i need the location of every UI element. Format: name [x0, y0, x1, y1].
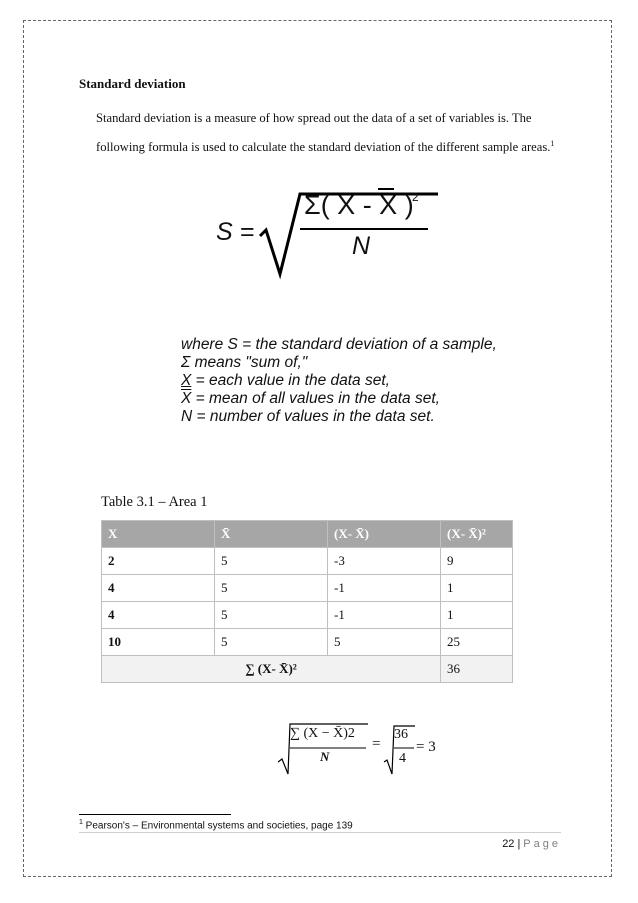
- cell: -1: [328, 575, 441, 602]
- formula-denominator: N: [352, 232, 371, 260]
- data-table: [101, 520, 513, 683]
- footnote-ref: 1: [550, 139, 555, 148]
- calculation-formula: [278, 722, 468, 782]
- cell: 1: [441, 602, 513, 629]
- page-label: Page: [523, 838, 561, 850]
- cell: 2: [102, 548, 215, 575]
- cell: 9: [441, 548, 513, 575]
- calc-result: = 3: [416, 739, 436, 755]
- legend-var-xbar: $\overline{X}$: [181, 390, 192, 407]
- calc-num-value: 36: [394, 727, 408, 742]
- sum-label: ∑ (X- X̄)²: [102, 656, 441, 683]
- cell: 5: [215, 629, 328, 656]
- footnote: [79, 819, 353, 831]
- table-row: [102, 548, 513, 575]
- sum-value: 36: [441, 656, 513, 683]
- legend-var-x: X: [181, 372, 192, 389]
- calc-numerator: ∑ (X − X̄)2: [290, 726, 355, 741]
- formula-lhs: S =: [216, 218, 255, 246]
- cell: 1: [441, 575, 513, 602]
- formula-legend: [181, 336, 497, 426]
- table-row: [102, 629, 513, 656]
- legend-line-3: [181, 372, 497, 390]
- cell: 5: [328, 629, 441, 656]
- cell: 5: [215, 575, 328, 602]
- footnote-text: Pearson's – Environmental systems and societies, page 139: [82, 820, 353, 832]
- calc-equals: =: [372, 736, 381, 752]
- section-heading: Standard deviation: [79, 76, 186, 91]
- cell: 5: [215, 602, 328, 629]
- body-paragraph: [96, 106, 566, 160]
- legend-line-1: where S = the standard deviation of a sample,: [181, 336, 497, 353]
- legend-line-3-text: = each value in the data set,: [191, 372, 390, 389]
- header-deviation: (X- X̄): [328, 521, 441, 548]
- cell: 10: [102, 629, 215, 656]
- formula-numerator: Σ( X - X ): [304, 190, 414, 220]
- legend-line-5: N = number of values in the data set.: [181, 408, 435, 425]
- cell: -3: [328, 548, 441, 575]
- table-row: [102, 602, 513, 629]
- header-squared-deviation: (X- X̄)²: [441, 521, 513, 548]
- cell: -1: [328, 602, 441, 629]
- footnote-divider: [79, 814, 231, 815]
- footer-separator: |: [517, 838, 521, 850]
- paragraph-text: Standard deviation is a measure of how spread out the data of a set of variables is. The following formula is used to calculate the standard deviation of the different sample areas.: [96, 111, 551, 155]
- cell: 4: [102, 575, 215, 602]
- legend-line-4-text: = mean of all values in the data set,: [191, 390, 440, 407]
- page-number: 22: [502, 838, 515, 850]
- table-row: [102, 575, 513, 602]
- calc-den-value: 4: [399, 751, 406, 766]
- formula-exponent: 2: [412, 190, 419, 204]
- legend-line-4: [181, 390, 497, 408]
- cell: 25: [441, 629, 513, 656]
- footnote-number: 1: [79, 819, 83, 826]
- header-mean: X̄: [215, 521, 328, 548]
- cell: 5: [215, 548, 328, 575]
- calc-denominator: N: [320, 749, 330, 764]
- page-footer: [79, 832, 561, 850]
- header-x: X: [102, 521, 215, 548]
- table-sum-row: [102, 656, 513, 683]
- cell: 4: [102, 602, 215, 629]
- table-header-row: [102, 521, 513, 548]
- table-caption: Table 3.1 – Area 1: [101, 494, 208, 510]
- std-dev-formula: [200, 186, 440, 281]
- legend-line-2: Σ means "sum of,": [181, 354, 308, 371]
